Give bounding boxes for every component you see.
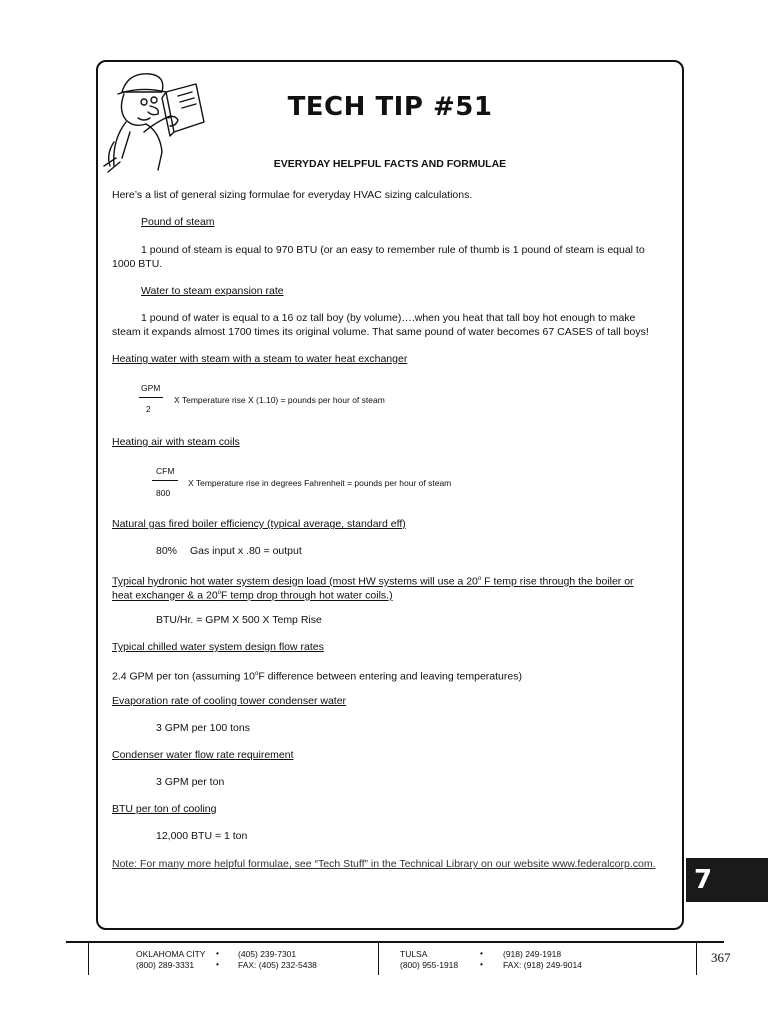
steam-coils-denominator: 800	[156, 488, 171, 498]
footer-bullet: •	[480, 959, 483, 969]
intro-text: Here’s a list of general sizing formulae for everyday HVAC sizing calculations.	[112, 189, 473, 201]
btu-ton-heading: BTU per ton of cooling	[112, 803, 217, 815]
expansion-heading: Water to steam expansion rate	[141, 285, 284, 297]
footer-tulsa-tollfree: (800) 955-1918	[400, 960, 459, 970]
footer-tulsa-city: TULSA	[400, 949, 428, 959]
steam-heading: Pound of steam	[141, 216, 215, 228]
boiler-eff-formula: Gas input x .80 = output	[190, 545, 302, 557]
page-title: TECH TIP #51	[287, 92, 493, 122]
footer-tulsa-fax: FAX: (918) 249-9014	[503, 960, 582, 970]
expansion-text-line1: 1 pound of water is equal to a 16 oz tall boy (by volume)….when you heat that tall boy hot enough to make	[141, 312, 636, 324]
chilled-text: 2.4 GPM per ton (assuming 10$^o$F difference between entering and leaving temperatures)	[112, 670, 522, 683]
hydronic-heading-line1: Typical hydronic hot water system design load (most HW systems will use a 20$^o$ F temp rise through the boiler or	[112, 575, 634, 588]
heat-exchanger-heading: Heating water with steam with a steam to water heat exchanger	[112, 353, 408, 365]
heat-exchanger-denominator: 2	[146, 404, 151, 414]
footer-okc-phone: (405) 239-7301	[238, 949, 297, 959]
hydronic-heading-line2: heat exchanger & a 20$^o$F temp drop through hot water coils.)	[112, 589, 393, 602]
boiler-eff-heading: Natural gas fired boiler efficiency (typical average, standard eff)	[112, 518, 406, 530]
footer-divider-left	[88, 941, 89, 975]
page-number: 367	[711, 950, 731, 965]
heat-exchanger-numerator: GPM	[141, 383, 161, 393]
evaporation-value: 3 GPM per 100 tons	[156, 722, 250, 734]
chilled-heading: Typical chilled water system design flow rates	[112, 641, 324, 653]
footer-rule	[66, 941, 724, 943]
condenser-heading: Condenser water flow rate requirement	[112, 749, 294, 761]
steam-coils-numerator: CFM	[156, 466, 175, 476]
website-note: Note: For many more helpful formulae, see “Tech Stuff” in the Technical Library on our website www.federalcorp.com.	[112, 858, 656, 870]
footer-bullet: •	[216, 959, 219, 969]
footer-bullet: •	[216, 948, 219, 958]
footer-okc-city: OKLAHOMA CITY	[136, 949, 206, 959]
steam-coils-formula: X Temperature rise in degrees Fahrenheit = pounds per hour of steam	[188, 478, 452, 488]
steam-coils-fraction-bar	[152, 480, 178, 481]
steam-text-line2: 1000 BTU.	[112, 258, 163, 270]
footer-divider-middle	[378, 941, 379, 975]
hydronic-formula: BTU/Hr. = GPM X 500 X Temp Rise	[156, 614, 322, 626]
footer-okc-fax: FAX: (405) 232-5438	[238, 960, 317, 970]
expansion-text-line2: steam it expands almost 1700 times its original volume. That same pound of water becomes 67 CASES of tall boys!	[112, 326, 649, 338]
footer-okc-tollfree: (800) 289-3331	[136, 960, 195, 970]
footer-divider-right	[696, 941, 697, 975]
footer-bullet: •	[480, 948, 483, 958]
boiler-eff-value: 80%	[156, 545, 178, 557]
steam-coils-heading: Heating air with steam coils	[112, 436, 240, 448]
section-tab: 7	[686, 858, 768, 902]
steam-text-line1: 1 pound of steam is equal to 970 BTU (or an easy to remember rule of thumb is 1 pound of steam is equal to	[141, 244, 645, 256]
footer-tulsa-phone: (918) 249-1918	[503, 949, 562, 959]
evaporation-heading: Evaporation rate of cooling tower condenser water	[112, 695, 347, 707]
page-subtitle: EVERYDAY HELPFUL FACTS AND FORMULAE	[273, 158, 507, 170]
heat-exchanger-fraction-bar	[139, 397, 163, 398]
btu-ton-value: 12,000 BTU = 1 ton	[156, 830, 248, 842]
heat-exchanger-formula: X Temperature rise X (1.10) = pounds per hour of steam	[174, 395, 385, 405]
condenser-value: 3 GPM per ton	[156, 776, 225, 788]
